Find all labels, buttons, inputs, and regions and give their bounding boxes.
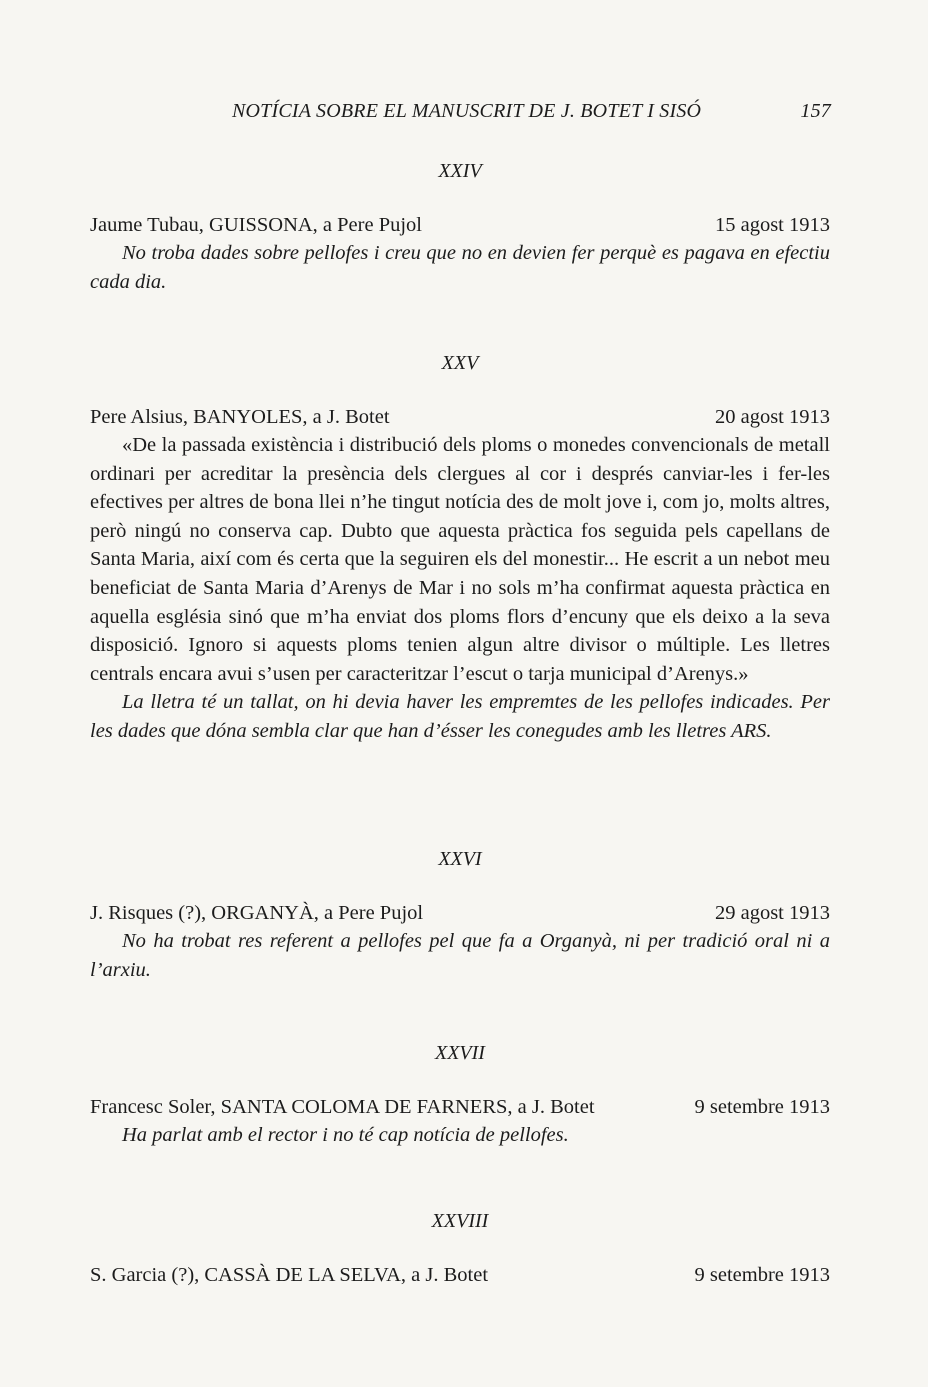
- letter-numeral: XXIV: [438, 160, 482, 182]
- letter-numeral: XXVI: [438, 848, 482, 870]
- letter-correspondents: Jaume Tubau, GUISSONA, a Pere Pujol: [90, 214, 422, 236]
- letter-date: 20 agost 1913: [714, 406, 830, 428]
- letter-body: [90, 927, 830, 984]
- letter-header: [90, 211, 830, 239]
- letter-body: [90, 1121, 830, 1150]
- letter-date: 15 agost 1913: [714, 214, 830, 236]
- letter-quote: «De la passada existència i distribució dels ploms o monedes convencionals de metall ordinari per acreditar la presència dels clergues al cor i després canviar-les i fer-les efectives per altres de bona llei n’he tingut notícia des de molt jove i, com jo, molts altres, però ningú no conserva cap. Dubto que aquesta pràctica fos seguida pels capellans de Santa Maria, així com és certa que la seguiren els del monestir... He escrit a un nebot meu beneficiat de Santa Maria d’Arenys de Mar i no sols m’ha confirmat aquesta pràctica en aquella església sinó que m’ha enviat dos ploms flors d’encuny que els deixo a la seva disposició. Ignoro si aquests ploms tenien algun altre divisor o múltiple. Les lletres centrals encara avui s’usen per caracteritzar l’escut o tarja municipal d’Arenys.»: [90, 434, 830, 685]
- letter-header: [90, 1093, 830, 1121]
- letter-correspondents: Pere Alsius, BANYOLES, a J. Botet: [90, 406, 390, 428]
- letter-xxvii: [90, 1042, 830, 1150]
- letter-numeral: XXVII: [435, 1042, 485, 1064]
- letter-body: [90, 431, 830, 746]
- letter-header: [90, 899, 830, 927]
- letter-summary: Ha parlat amb el rector i no té cap notícia de pellofes.: [122, 1124, 569, 1146]
- letter-xxiv: [90, 160, 830, 296]
- letter-date: 9 setembre 1913: [694, 1264, 830, 1286]
- letter-xxv: [90, 352, 830, 746]
- letter-header: [90, 1261, 830, 1289]
- letter-xxviii: [90, 1210, 830, 1289]
- letter-summary: La lletra té un tallat, on hi devia haver les empremtes de les pellofes indicades. Per les dades que dóna sembla clar que han d’ésser les conegudes amb les lletres ARS.: [90, 691, 830, 742]
- running-head-title: NOTÍCIA SOBRE EL MANUSCRIT DE J. BOTET I SISÓ: [232, 100, 702, 122]
- letter-date: 9 setembre 1913: [694, 1096, 830, 1118]
- letter-summary: No ha trobat res referent a pellofes pel que fa a Organyà, ni per tradició oral ni a l’arxiu.: [90, 930, 830, 981]
- letter-numeral: XXV: [441, 352, 479, 374]
- letter-numeral: XXVIII: [431, 1210, 489, 1232]
- letter-xxvi: [90, 848, 830, 984]
- letter-summary: No troba dades sobre pellofes i creu que no en devien fer perquè es pagava en efectiu cada dia.: [90, 242, 830, 293]
- letter-correspondents: J. Risques (?), ORGANYÀ, a Pere Pujol: [90, 902, 424, 924]
- letter-correspondents: S. Garcia (?), CASSÀ DE LA SELVA, a J. Botet: [90, 1264, 489, 1286]
- letter-body: [90, 239, 830, 296]
- letter-correspondents: Francesc Soler, SANTA COLOMA DE FARNERS, a J. Botet: [90, 1096, 595, 1118]
- running-head: [232, 100, 831, 123]
- letter-date: 29 agost 1913: [714, 902, 830, 924]
- letter-header: [90, 403, 830, 431]
- page-number: 157: [800, 100, 831, 122]
